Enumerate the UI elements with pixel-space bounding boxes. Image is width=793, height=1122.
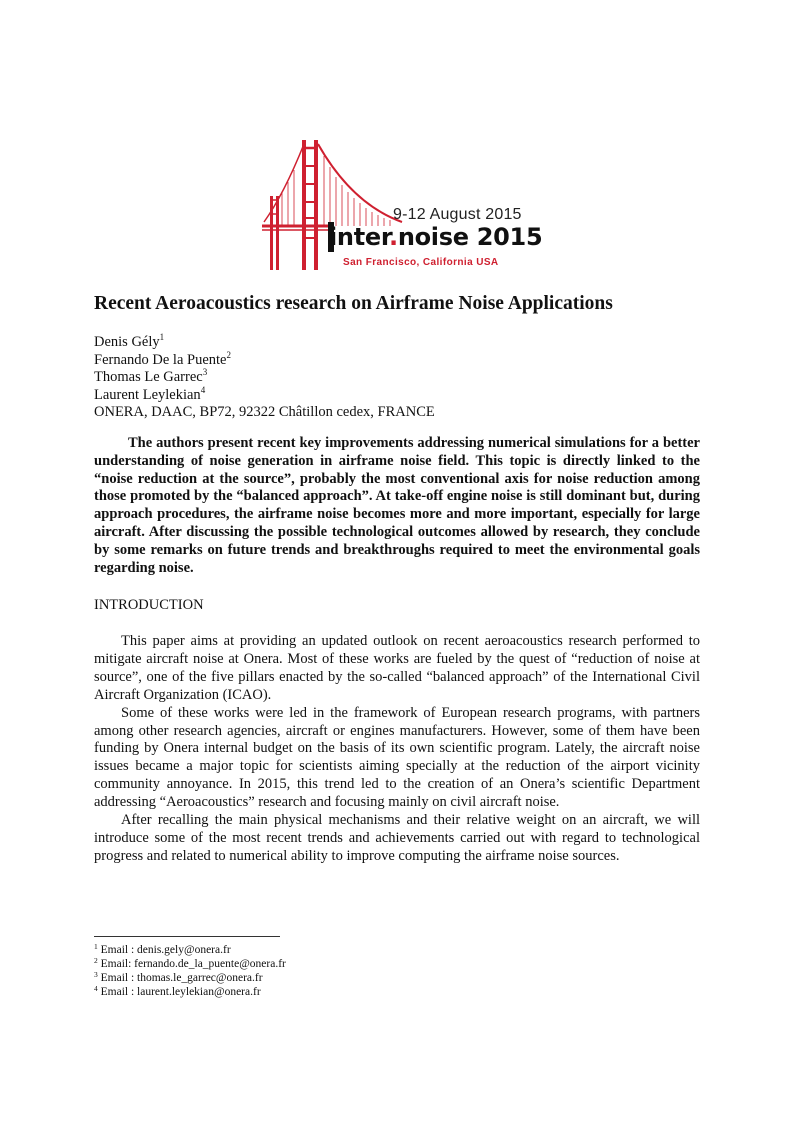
affiliation: ONERA, DAAC, BP72, 92322 Châtillon cedex, FRANCE	[94, 404, 435, 420]
section-heading: INTRODUCTION	[94, 597, 204, 613]
footnotes	[94, 943, 286, 999]
paragraph: After recalling the main physical mechanisms and their relative weight on an aircraft, we will introduce some of the most recent trends and achievements carried out with regard to technological progress and related to numerical ability to improve computing the airframe noise sources.	[94, 812, 700, 864]
footnote: $^1$ Email : denis.gely@onera.fr	[94, 942, 231, 956]
body-text	[94, 633, 700, 866]
footnote-mark: 2	[226, 349, 231, 360]
footnote-mark: 1	[159, 332, 165, 342]
author: Denis Gély$^1$	[94, 332, 165, 350]
footnote: $^2$ Email: fernando.de_la_puente@onera.fr	[94, 956, 286, 970]
golden-gate-bridge-icon	[262, 134, 532, 274]
paragraph: This paper aims at providing an updated outlook on recent aeroacoustics research performed to mitigate aircraft noise at Onera. Most of these works are fueled by the quest of “reduction of noise at source”, one of the five pillars enacted by the so-called “balanced approach” of the International Civil Aircraft Organization (ICAO).	[94, 633, 700, 703]
conference-date: 9-12 August 2015	[393, 206, 522, 223]
footnote: $^3$ Email : thomas.le_garrec@onera.fr	[94, 970, 263, 984]
conference-location: San Francisco, California USA	[343, 257, 499, 268]
footnote: $^4$ Email : laurent.leylekian@onera.fr	[94, 984, 261, 998]
paragraph: Some of these works were led in the framework of European research programs, with partners among other research agencies, aircraft or engines manufacturers. However, some of them have been funding by Onera internal budget on the basis of its own scientific program. Lately, the aircraft noise issues became a major topic for scientists aiming specially at the reduction of the airport vicinity community annoyance. In 2015, this trend led to the creation of an Onera’s scientific Department addressing “Aeroacoustics” research and focusing mainly on civil aircraft noise.	[94, 704, 700, 811]
footnote-mark: 3	[202, 367, 208, 377]
author: Thomas Le Garrec$^3$	[94, 367, 208, 385]
footnote-mark: 4	[200, 384, 206, 395]
author-list	[94, 334, 435, 422]
author: Fernando De la Puente$^2$	[94, 349, 231, 368]
conference-name: inter.noise 2015	[329, 223, 543, 251]
abstract: The authors present recent key improvements addressing numerical simulations for a better understanding of noise generation in airframe noise field. This topic is directly linked to the “noise reduction at the source”, probably the most conventional axis for noise reduction among those promoted by the “balanced approach”. At take-off engine noise is still dominant but, during approach procedures, the airframe noise becomes more and more important, especially for large aircraft. After discussing the possible technological outcomes allowed by research, they conclude by some remarks on future trends and breakthroughs required to meet the environmental goals regarding noise.	[94, 435, 700, 576]
paper-title: Recent Aeroacoustics research on Airframe Noise Applications	[94, 293, 613, 314]
author: Laurent Leylekian$^4$	[94, 384, 206, 403]
footnote-divider	[94, 936, 280, 937]
